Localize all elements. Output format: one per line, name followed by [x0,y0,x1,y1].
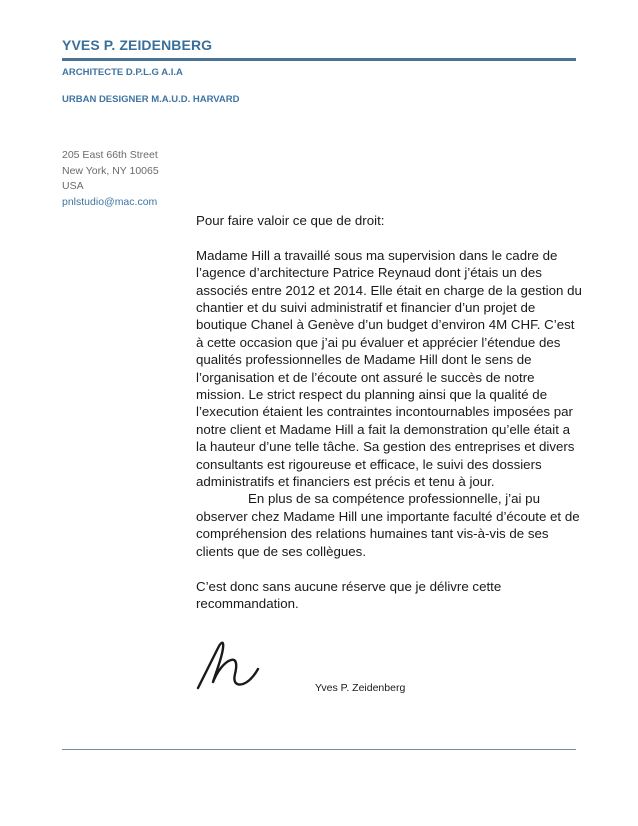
address-city: New York, NY 10065 [62,164,159,177]
letter-closing: C’est donc sans aucune réserve que je délivre cette recommandation. [196,578,502,611]
letter-salutation: Pour faire valoir ce que de droit: [196,213,385,228]
header-divider [62,58,576,61]
address-country: USA [62,180,84,192]
signer-name: Yves P. Zeidenberg [315,682,406,694]
handwritten-signature [196,636,262,692]
letter-paragraph-1: Madame Hill a travaillé sous ma supervision dans le cadre de l’agence d’architecture Patrice Reynaud dont j’étais un des associés entre 2012 et 2014. Elle était en charge de la gestion du chantier et du suivi administratif et financier d’un projet de boutique Chanel à Genève d’un budget d’environ 4M CHF. C’est à cette occasion que j’ai pu évaluer et apprécier l’étendue des qualités professionnelles de Madame Hill dont le sens de l’organisation et de l’écoute ont assuré le succès de notre mission. Le strict respect du planning ainsi que la qualité de l’execution étaient les contraintes incontournables imposées par notre client et Madame Hill a fait la demonstration qu’elle était a la hauteur d’une telle tâche. Sa gestion des entreprises et divers consultants est rigoureuse et efficace, le suivi des dossiers administratifs et financiers est précis et tenu à jour. [196,247,582,490]
letterhead-title-architect: ARCHITECTE D.P.L.G A.I.A [62,67,183,78]
letter-body [196,212,584,612]
letterhead-title-urban-designer: URBAN DESIGNER M.A.U.D. HARVARD [62,94,240,105]
letter-paragraph-2-text: En plus de sa compétence professionnelle, j’ai pu observer chez Madame Hill une importante faculté d’écoute et de compréhension des relations humaines tant vis-à-vis de ses clients que de ses collègues. [196,491,580,559]
address-email: pnlstudio@mac.com [62,195,158,208]
sender-address [62,148,159,210]
address-street: 205 East 66th Street [62,149,158,161]
footer-divider [62,749,576,750]
letter-paragraph-2 [196,490,584,560]
letterhead-name: YVES P. ZEIDENBERG [62,37,213,53]
